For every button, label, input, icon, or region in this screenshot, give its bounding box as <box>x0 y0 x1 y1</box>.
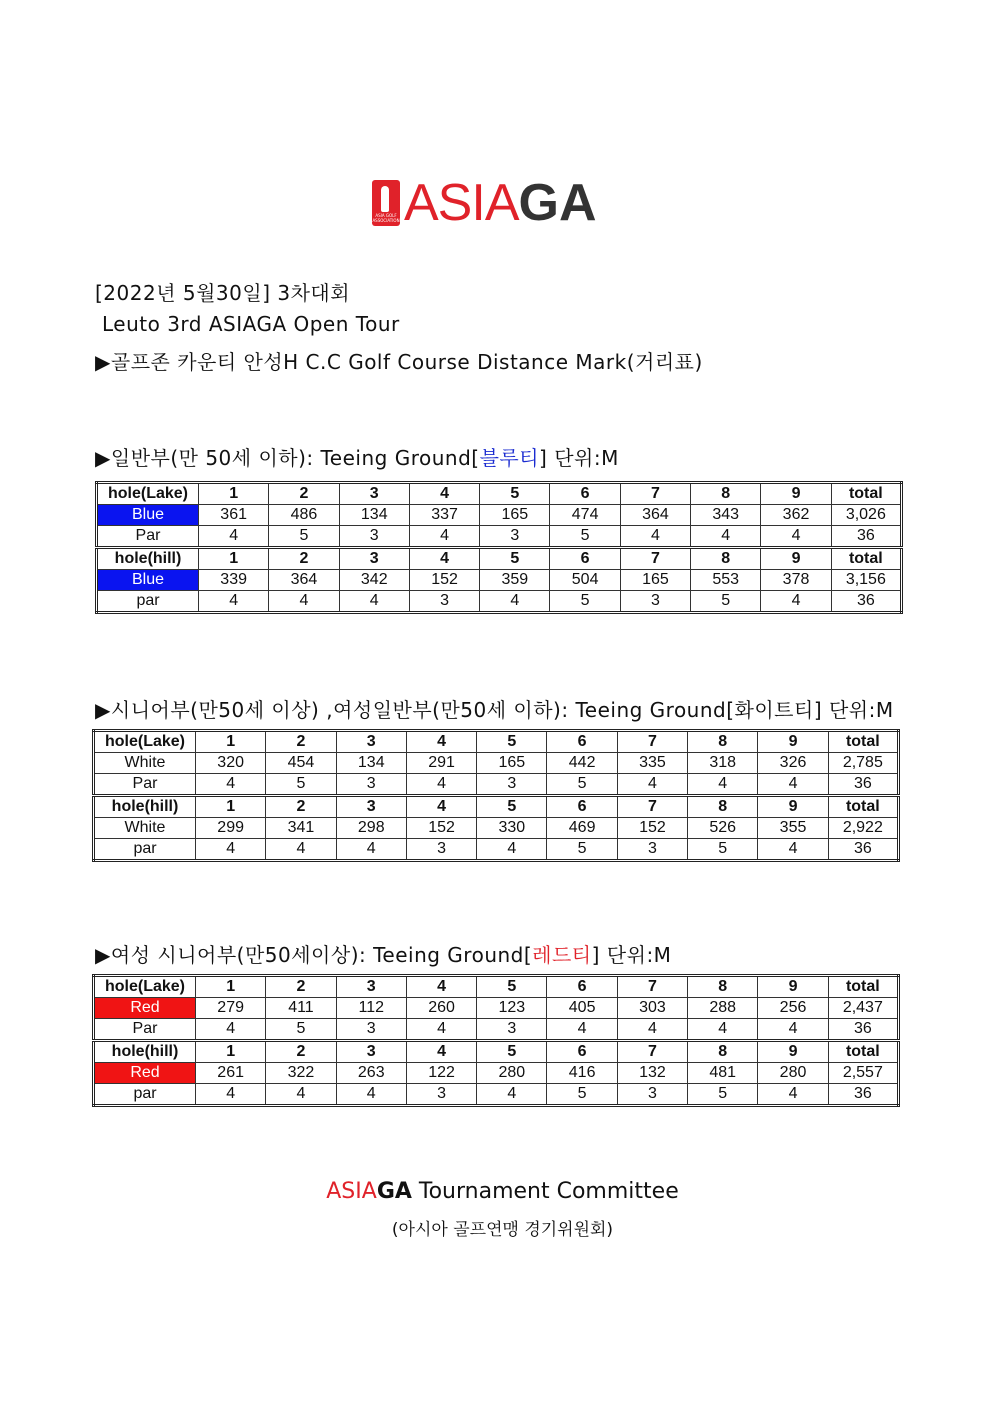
header-row <box>94 976 899 998</box>
table-cell: 279 <box>196 998 266 1019</box>
table-cell: 132 <box>617 1063 687 1084</box>
table-cell: 36 <box>828 839 898 861</box>
table-cell: 4 <box>406 796 476 818</box>
table-cell: 4 <box>196 1019 266 1041</box>
table-cell: 165 <box>480 505 550 526</box>
table-cell: 553 <box>691 570 761 591</box>
distance-table-red <box>92 974 900 1107</box>
distance-row <box>94 998 899 1019</box>
table-cell: 5 <box>688 1084 758 1106</box>
table-cell: 2 <box>269 548 339 570</box>
table-cell: 261 <box>196 1063 266 1084</box>
table-cell: 8 <box>688 1041 758 1063</box>
table-cell: 152 <box>409 570 479 591</box>
table-cell: 1 <box>196 796 266 818</box>
table-cell: total <box>828 796 898 818</box>
table-cell: 8 <box>691 548 761 570</box>
table-cell: 454 <box>266 753 336 774</box>
table-cell: 442 <box>547 753 617 774</box>
table-cell: 5 <box>691 591 761 613</box>
title-suffix: ] 단위:M <box>591 943 672 967</box>
table-cell: 4 <box>758 1019 828 1041</box>
table-cell: 5 <box>477 1041 547 1063</box>
table-cell: total <box>828 1041 898 1063</box>
table-cell: 291 <box>406 753 476 774</box>
table-cell: 4 <box>617 774 687 796</box>
row-label-cell: hole(Lake) <box>97 483 199 505</box>
table-cell: 4 <box>758 774 828 796</box>
header-row <box>94 731 899 753</box>
table-cell: 486 <box>269 505 339 526</box>
table-cell: 4 <box>409 483 479 505</box>
table-cell: 4 <box>547 1019 617 1041</box>
table-cell: 361 <box>199 505 269 526</box>
table-cell: 7 <box>617 796 687 818</box>
table-cell: 1 <box>196 976 266 998</box>
table-cell: 260 <box>406 998 476 1019</box>
table-cell: 6 <box>547 796 617 818</box>
title-prefix: ▶여성 시니어부(만50세이상): Teeing Ground[ <box>95 943 533 967</box>
table-cell: 8 <box>691 483 761 505</box>
table-cell: 134 <box>339 505 409 526</box>
table-cell: 2 <box>269 483 339 505</box>
table-cell: 526 <box>688 818 758 839</box>
table-cell: 2,785 <box>828 753 898 774</box>
table-cell: 6 <box>550 483 620 505</box>
footer-asia: ASIA <box>326 1179 377 1204</box>
table-cell: 2 <box>266 976 336 998</box>
header-row <box>97 548 902 570</box>
table-cell: 165 <box>477 753 547 774</box>
table-cell: 320 <box>196 753 266 774</box>
table-cell: 3 <box>477 774 547 796</box>
table-cell: 8 <box>688 976 758 998</box>
table-cell: 3 <box>339 483 409 505</box>
footer-ga: GA <box>376 1179 412 1204</box>
table-cell: 3,156 <box>831 570 901 591</box>
row-label-cell: Par <box>94 774 196 796</box>
table-cell: 5 <box>688 839 758 861</box>
table-cell: 123 <box>477 998 547 1019</box>
table-cell: 5 <box>547 774 617 796</box>
table-cell: 152 <box>406 818 476 839</box>
table-cell: 9 <box>758 731 828 753</box>
table-cell: 4 <box>758 839 828 861</box>
table-cell: 342 <box>339 570 409 591</box>
table-cell: 4 <box>480 591 550 613</box>
table-cell: 256 <box>758 998 828 1019</box>
golfer-badge-icon: ASIA GOLF ASSOCIATION <box>372 180 400 226</box>
table-cell: 4 <box>758 1084 828 1106</box>
table-cell: 3 <box>617 1084 687 1106</box>
table-cell: 7 <box>617 1041 687 1063</box>
table-cell: 322 <box>266 1063 336 1084</box>
table-cell: total <box>828 731 898 753</box>
title-suffix: ] 단위:M <box>539 446 619 470</box>
row-label-cell: hole(hill) <box>97 548 199 570</box>
table-cell: 337 <box>409 505 479 526</box>
table-cell: 4 <box>406 731 476 753</box>
table-cell: 3,026 <box>831 505 901 526</box>
table-cell: 5 <box>266 1019 336 1041</box>
table-cell: 5 <box>547 839 617 861</box>
table-cell: 5 <box>269 526 339 548</box>
table-cell: 4 <box>196 839 266 861</box>
row-label-cell: Red <box>94 1063 196 1084</box>
table-cell: 4 <box>406 976 476 998</box>
table-cell: 335 <box>617 753 687 774</box>
section-title-white <box>95 694 894 723</box>
table-cell: 303 <box>617 998 687 1019</box>
distance-table-blue <box>95 481 903 614</box>
par-row <box>97 526 902 548</box>
table-cell: 9 <box>758 1041 828 1063</box>
distance-table-white <box>92 729 900 862</box>
date-line: [2022년 5월30일] 3차대회 <box>95 281 351 305</box>
table-cell: 5 <box>477 976 547 998</box>
table-cell: 4 <box>336 1084 406 1106</box>
table-cell: 4 <box>199 526 269 548</box>
table-cell: 1 <box>199 548 269 570</box>
row-label-cell: par <box>97 591 199 613</box>
asiaga-logo <box>372 174 597 232</box>
table-cell: 7 <box>620 548 690 570</box>
table-cell: 4 <box>620 526 690 548</box>
par-row <box>94 1019 899 1041</box>
table-cell: 474 <box>550 505 620 526</box>
par-row <box>94 839 899 861</box>
table-cell: 5 <box>550 591 620 613</box>
table-cell: 416 <box>547 1063 617 1084</box>
table-cell: 165 <box>620 570 690 591</box>
row-label-cell: hole(hill) <box>94 1041 196 1063</box>
distance-row <box>94 753 899 774</box>
distance-row <box>97 505 902 526</box>
table-cell: 2 <box>266 1041 336 1063</box>
table-cell: 280 <box>758 1063 828 1084</box>
table-cell: 5 <box>477 796 547 818</box>
table-cell: 4 <box>266 839 336 861</box>
table-cell: 481 <box>688 1063 758 1084</box>
table-cell: 2,557 <box>828 1063 898 1084</box>
table-cell: 330 <box>477 818 547 839</box>
row-label-cell: White <box>94 818 196 839</box>
table-cell: 339 <box>199 570 269 591</box>
table-cell: 122 <box>406 1063 476 1084</box>
table-cell: 36 <box>831 526 901 548</box>
row-label-cell: hole(Lake) <box>94 731 196 753</box>
table-cell: 7 <box>617 731 687 753</box>
table-cell: 2,922 <box>828 818 898 839</box>
tee-name: 블루티 <box>479 446 540 470</box>
table-cell: 2 <box>266 731 336 753</box>
table-cell: 9 <box>758 976 828 998</box>
table-cell: 359 <box>480 570 550 591</box>
par-row <box>97 591 902 613</box>
table-cell: 3 <box>480 526 550 548</box>
table-cell: 4 <box>406 774 476 796</box>
table-cell: 3 <box>409 591 479 613</box>
table-cell: 280 <box>477 1063 547 1084</box>
table-cell: 3 <box>620 591 690 613</box>
course-line: ▶골프존 카운티 안성H C.C Golf Course Distance Mark(거리표) <box>95 350 703 374</box>
table-cell: 134 <box>336 753 406 774</box>
table-cell: 4 <box>406 1019 476 1041</box>
table-cell: 355 <box>758 818 828 839</box>
table-cell: 4 <box>269 591 339 613</box>
table-cell: 5 <box>550 526 620 548</box>
table-cell: 4 <box>691 526 761 548</box>
header-row <box>97 483 902 505</box>
table-cell: 9 <box>761 483 831 505</box>
table-cell: 4 <box>196 1084 266 1106</box>
row-label-cell: Blue <box>97 570 199 591</box>
header-row <box>94 796 899 818</box>
table-cell: 36 <box>828 1019 898 1041</box>
table-cell: 298 <box>336 818 406 839</box>
table-cell: 343 <box>691 505 761 526</box>
table-cell: 4 <box>409 548 479 570</box>
footer-committee <box>0 1179 992 1204</box>
table-cell: 504 <box>550 570 620 591</box>
table-cell: 364 <box>269 570 339 591</box>
table-cell: 4 <box>406 1041 476 1063</box>
table-cell: 411 <box>266 998 336 1019</box>
table-cell: 3 <box>336 976 406 998</box>
table-cell: 1 <box>199 483 269 505</box>
table-cell: 3 <box>336 796 406 818</box>
table-cell: 36 <box>831 591 901 613</box>
table-cell: 36 <box>828 774 898 796</box>
table-cell: 4 <box>199 591 269 613</box>
table-cell: 7 <box>620 483 690 505</box>
table-cell: 364 <box>620 505 690 526</box>
row-label-cell: Par <box>94 1019 196 1041</box>
table-cell: 1 <box>196 1041 266 1063</box>
table-cell: 6 <box>547 731 617 753</box>
title-prefix: ▶일반부(만 50세 이하): Teeing Ground[ <box>95 446 480 470</box>
table-cell: 8 <box>688 731 758 753</box>
table-cell: 3 <box>336 774 406 796</box>
row-label-cell: Blue <box>97 505 199 526</box>
row-label-cell: par <box>94 1084 196 1106</box>
table-cell: 3 <box>336 1041 406 1063</box>
table-cell: 6 <box>547 976 617 998</box>
table-cell: 288 <box>688 998 758 1019</box>
table-cell: 4 <box>336 839 406 861</box>
table-cell: 469 <box>547 818 617 839</box>
table-cell: 7 <box>617 976 687 998</box>
section-title-red <box>95 939 671 968</box>
distance-row <box>97 570 902 591</box>
logo-text-asia: ASIA <box>404 174 519 232</box>
table-cell: 9 <box>761 548 831 570</box>
table-cell: 5 <box>547 1084 617 1106</box>
table-cell: 5 <box>480 483 550 505</box>
table-cell: 152 <box>617 818 687 839</box>
table-cell: 4 <box>266 1084 336 1106</box>
table-cell: 299 <box>196 818 266 839</box>
table-cell: total <box>828 976 898 998</box>
title-suffix: ] 단위:M <box>813 698 894 722</box>
table-cell: 2 <box>266 796 336 818</box>
table-cell: 341 <box>266 818 336 839</box>
table-cell: 4 <box>477 1084 547 1106</box>
table-cell: 3 <box>339 526 409 548</box>
tee-name: 화이트티 <box>734 698 814 722</box>
header-row <box>94 1041 899 1063</box>
table-cell: 5 <box>266 774 336 796</box>
table-cell: 405 <box>547 998 617 1019</box>
table-cell: total <box>831 548 901 570</box>
footer-korean: (아시아 골프연맹 경기위원회) <box>391 1220 614 1240</box>
table-cell: 3 <box>406 1084 476 1106</box>
table-cell: 263 <box>336 1063 406 1084</box>
table-cell: 318 <box>688 753 758 774</box>
table-cell: 3 <box>617 839 687 861</box>
table-cell: 4 <box>688 774 758 796</box>
table-cell: 36 <box>828 1084 898 1106</box>
table-cell: 4 <box>688 1019 758 1041</box>
row-label-cell: Red <box>94 998 196 1019</box>
title-prefix: ▶시니어부(만50세 이상) ,여성일반부(만50세 이하): Teeing Ground[ <box>95 698 735 722</box>
table-cell: 4 <box>409 526 479 548</box>
table-cell: 8 <box>688 796 758 818</box>
table-cell: 4 <box>477 839 547 861</box>
table-cell: 5 <box>477 731 547 753</box>
table-cell: 6 <box>550 548 620 570</box>
distance-row <box>94 1063 899 1084</box>
table-cell: 3 <box>336 1019 406 1041</box>
row-label-cell: hole(hill) <box>94 796 196 818</box>
table-cell: 362 <box>761 505 831 526</box>
row-label-cell: hole(Lake) <box>94 976 196 998</box>
row-label-cell: par <box>94 839 196 861</box>
par-row <box>94 1084 899 1106</box>
table-cell: 6 <box>547 1041 617 1063</box>
row-label-cell: White <box>94 753 196 774</box>
distance-row <box>94 818 899 839</box>
tee-name: 레드티 <box>532 943 592 967</box>
par-row <box>94 774 899 796</box>
table-cell: 4 <box>761 591 831 613</box>
table-cell: 4 <box>617 1019 687 1041</box>
table-cell: 3 <box>406 839 476 861</box>
table-cell: 4 <box>761 526 831 548</box>
row-label-cell: Par <box>97 526 199 548</box>
table-cell: 326 <box>758 753 828 774</box>
table-cell: 5 <box>480 548 550 570</box>
event-line: Leuto 3rd ASIAGA Open Tour <box>102 312 400 336</box>
table-cell: 3 <box>336 731 406 753</box>
table-cell: 378 <box>761 570 831 591</box>
logo-text-ga: GA <box>518 174 597 232</box>
section-title-blue <box>95 442 619 471</box>
table-cell: 9 <box>758 796 828 818</box>
table-cell: 4 <box>196 774 266 796</box>
table-cell: 3 <box>339 548 409 570</box>
table-cell: 112 <box>336 998 406 1019</box>
table-cell: 4 <box>339 591 409 613</box>
table-cell: 1 <box>196 731 266 753</box>
table-cell: total <box>831 483 901 505</box>
footer-committee-text: Tournament Committee <box>411 1179 679 1204</box>
table-cell: 3 <box>477 1019 547 1041</box>
table-cell: 2,437 <box>828 998 898 1019</box>
